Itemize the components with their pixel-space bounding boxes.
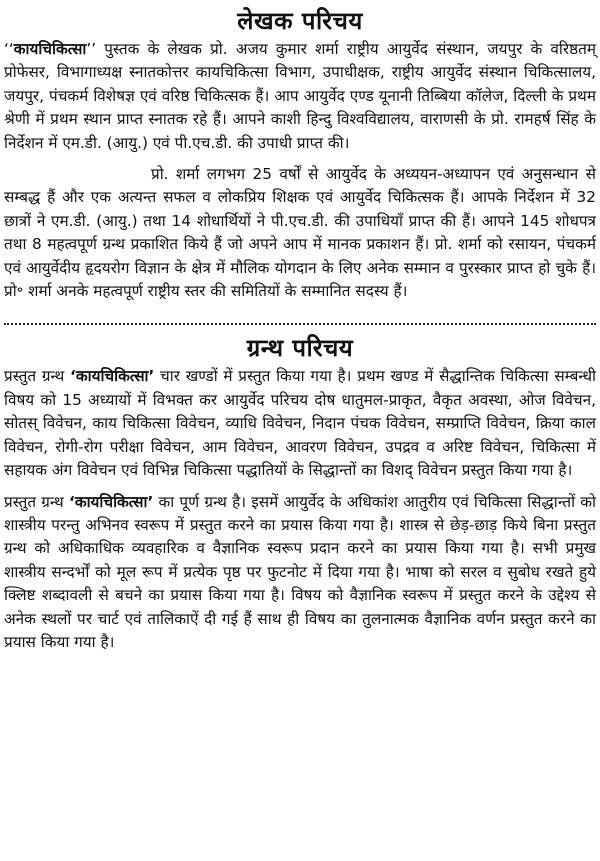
open-quote: ‘‘: [4, 40, 14, 58]
book-name: कायचिकित्सा: [75, 367, 149, 386]
author-bio-paragraph: [4, 38, 596, 155]
paragraph-prefix: प्रस्तुत ग्रन्थ: [4, 492, 70, 511]
book-contents-text: चार खण्डों में प्रस्तुत किया गया है। प्रथम खण्ड में सैद्धान्तिक चिकित्सा सम्बन्धी विषय को 15 अध्यायों में विभक्त कर आयुर्वेद परिचय दोष धातुमल-प्राकृत, वैकृत अवस्था, ओज विवेचन, सोतस् विवेचन, काय चिकित्सा विवेचन, व्याधि विवेचन, निदान पंचक विवेचन, सम्प्राप्ति विवेचन, क्रिया काल विवेचन, रोगी-रोग परीक्षा विवेचन, आम विवेचन, आवरण विवेचन, उपद्रव व अरिष्ट विवेचन, चिकित्सा में सहायक अंग विवेचन एवं विभिन्न चिकित्सा पद्धातियों के सिद्धान्तों का विशद् विवेचन प्रस्तुत किया गया है।: [4, 367, 596, 480]
book-section-title: ग्रन्थ परिचय: [246, 334, 354, 363]
open-quote: ‘: [69, 492, 75, 511]
author-section-title: लेखक परिचय: [237, 7, 363, 35]
book-approach-paragraph: [4, 491, 596, 655]
close-quote: ’: [148, 367, 155, 386]
paragraph-prefix: प्रस्तुत ग्रन्थ: [4, 367, 71, 386]
author-introduction-section: [4, 4, 596, 303]
book-contents-paragraph: [4, 365, 596, 482]
book-name: कायचिकित्सा: [74, 492, 148, 511]
close-quote: ’’: [86, 40, 97, 58]
book-introduction-section: [4, 331, 596, 654]
section-divider: [4, 323, 596, 325]
close-quote: ’: [147, 492, 154, 511]
book-approach-text: का पूर्ण ग्रन्थ है। इसमें आयुर्वेद के अधिकांश आतुरीय एवं चिकित्सा सिद्धान्तों को शास्त्रीय परन्तु अभिनव स्वरूप में प्रस्तुत करने का प्रयास किया गया है। शास्त्र से छेड़-छाड़ किये बिना प्रस्तुत ग्रन्थ को अधिकाधिक व्यवहारिक व वैज्ञानिक स्वरूप प्रदान करने का प्रयास किया गया है। सभी प्रमुख शास्त्रीय सन्दर्भों को मूल रूप में प्रत्येक पृष्ठ पर फुटनोट में दिया गया है। भाषा को सरल व सुबोध रखते हुये क्लिष्ट शब्दावली से बचने का प्रयास किया गया है। विषय को वैज्ञानिक स्वरूप में प्रस्तुत करने के उद्देश्य से अनेक स्थलों पर चार्ट एवं तालिकाऐं दी गई हैं साथ ही विषय का तुलनात्मक वैज्ञानिक वर्णन प्रस्तुत करने का प्रयास किया गया है।: [4, 492, 597, 651]
book-name: कायचिकित्सा: [13, 40, 87, 58]
open-quote: ‘: [70, 367, 76, 386]
author-achievements-paragraph: प्रो. शर्मा लगभग 25 वर्षों से आयुर्वेद के अध्ययन-अध्यापन एवं अनुसन्धान से सम्बद्ध हैं और एक अत्यन्त सफल व लोकप्रिय शिक्षक एवं आयुर्वेद चिकित्सक हैं। आपके निर्देशन में 32 छात्रों ने एम.डी. (आयु.) तथा 14 शोधार्थियों ने पी.एच.डी. की उपाधियाँ प्राप्त की हैं। आपने 145 शोधपत्र तथा 8 महत्वपूर्ण ग्रन्थ प्रकाशित किये हैं जो अपने आप में मानक प्रकाशन हैं। प्रो. शर्मा को रसायन, पंचकर्म एवं आयुर्वेदीय हृदयरोग विज्ञान के क्षेत्र में मौलिक योगदान के लिए अनेक सम्मान व पुरस्कार प्राप्त हो चुके हैं। प्रो॰ शर्मा अनके महत्वपूर्ण राष्ट्रीय स्तर की समितियों के सम्मानित सदस्य हैं।: [4, 165, 596, 301]
author-bio-text: पुस्तक के लेखक प्रो. अजय कुमार शर्मा राष्ट्रीय आयुर्वेद संस्थान, जयपुर के वरिष्ठतम् प्रोफेसर, विभागाध्यक्ष स्नातकोत्तर कायचिकित्सा विभाग, उपाधीक्षक, राष्ट्रीय आयुर्वेद संस्थान चिकित्सालय, जयपुर, पंचकर्म विशेषज्ञ एवं वरिष्ठ चिकित्सक हैं। आप आयुर्वेद एण्ड यूनानी तिब्बिया कॉलेज, दिल्ली के प्रथम श्रेणी में प्रथम स्थान प्राप्त स्नातक रहे हैं। आपने काशी हिन्दु विश्वविद्यालय, वाराणसी के प्रो. रामहर्ष सिंह के निर्देशन में एम.डी. (आयु.) एवं पी.एच.डी. की उपाधी प्राप्त की।: [4, 40, 596, 152]
